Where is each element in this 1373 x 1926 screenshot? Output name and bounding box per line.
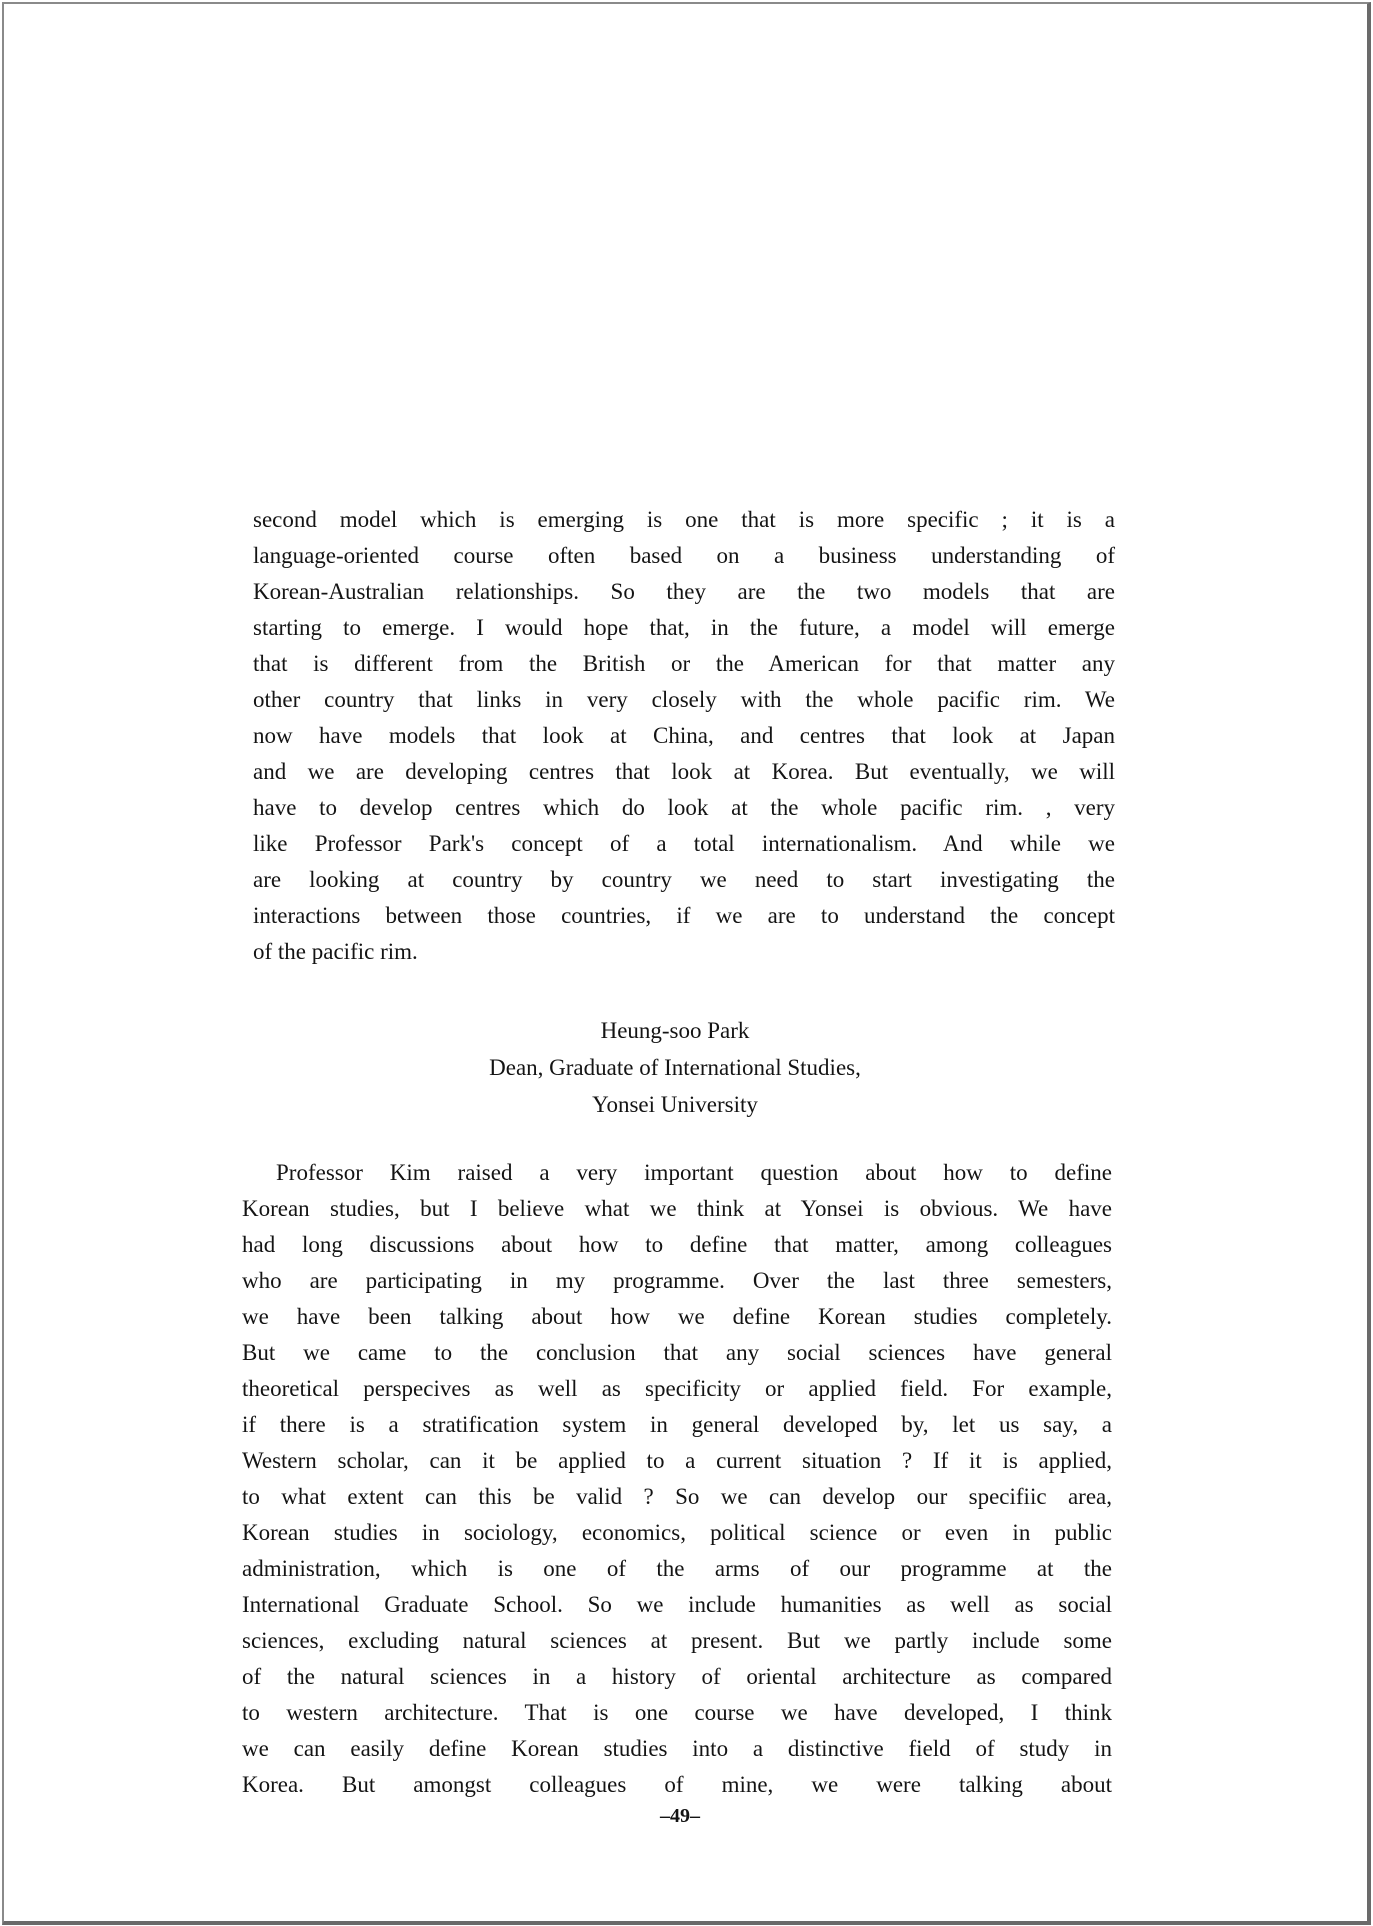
- speaker-position: Dean, Graduate of International Studies,: [489, 1055, 861, 1080]
- text-line: and we are developing centres that look at Korea. But eventually, we will: [253, 759, 1115, 784]
- text-line: if there is a stratification system in general developed by, let us say, a: [242, 1412, 1112, 1437]
- text-line: had long discussions about how to define that matter, among colleagues: [242, 1232, 1112, 1257]
- text-line: Korea. But amongst colleagues of mine, we were talking about: [242, 1772, 1112, 1797]
- text-line: that is different from the British or the American for that matter any: [253, 651, 1115, 676]
- paragraph-speech: [242, 1155, 1112, 1803]
- text-line: sciences, excluding natural sciences at present. But we partly include some: [242, 1628, 1112, 1653]
- text-line: we have been talking about how we define Korean studies completely.: [242, 1304, 1112, 1329]
- speaker-name: Heung-soo Park: [600, 1018, 750, 1043]
- speaker-institution: Yonsei University: [592, 1092, 758, 1117]
- text-line: other country that links in very closely with the whole pacific rim. We: [253, 687, 1115, 712]
- text-line: have to develop centres which do look at the whole pacific rim. , very: [253, 795, 1115, 820]
- speaker-attribution: [340, 1012, 1010, 1123]
- text-line: language-oriented course often based on a business understanding of: [253, 543, 1115, 568]
- text-line: Korean studies, but I believe what we think at Yonsei is obvious. We have: [242, 1196, 1112, 1221]
- text-line: second model which is emerging is one that is more specific ; it is a: [253, 507, 1115, 532]
- text-line: Western scholar, can it be applied to a current situation ? If it is applied,: [242, 1448, 1112, 1473]
- paragraph-continued: [253, 502, 1115, 970]
- text-line: like Professor Park's concept of a total internationalism. And while we: [253, 831, 1115, 856]
- text-line: are looking at country by country we need to start investigating the: [253, 867, 1115, 892]
- text-line: International Graduate School. So we include humanities as well as social: [242, 1592, 1112, 1617]
- text-line: we can easily define Korean studies into a distinctive field of study in: [242, 1736, 1112, 1761]
- text-line: theoretical perspecives as well as specificity or applied field. For example,: [242, 1376, 1112, 1401]
- text-line: Korean studies in sociology, economics, political science or even in public: [242, 1520, 1112, 1545]
- text-line: administration, which is one of the arms of our programme at the: [242, 1556, 1112, 1581]
- text-line: of the natural sciences in a history of oriental architecture as compared: [242, 1664, 1112, 1689]
- text-line: to western architecture. That is one course we have developed, I think: [242, 1700, 1112, 1725]
- text-line: Professor Kim raised a very important question about how to define: [276, 1160, 1112, 1185]
- text-line: now have models that look at China, and centres that look at Japan: [253, 723, 1115, 748]
- text-line: interactions between those countries, if we are to understand the concept: [253, 903, 1115, 928]
- text-line: who are participating in my programme. Over the last three semesters,: [242, 1268, 1112, 1293]
- page-number: –49–: [660, 1805, 700, 1827]
- text-line: of the pacific rim.: [253, 939, 418, 964]
- text-line: starting to emerge. I would hope that, in the future, a model will emerge: [253, 615, 1115, 640]
- text-line: to what extent can this be valid ? So we can develop our specifiic area,: [242, 1484, 1112, 1509]
- text-line: Korean-Australian relationships. So they are the two models that are: [253, 579, 1115, 604]
- text-line: But we came to the conclusion that any social sciences have general: [242, 1340, 1112, 1365]
